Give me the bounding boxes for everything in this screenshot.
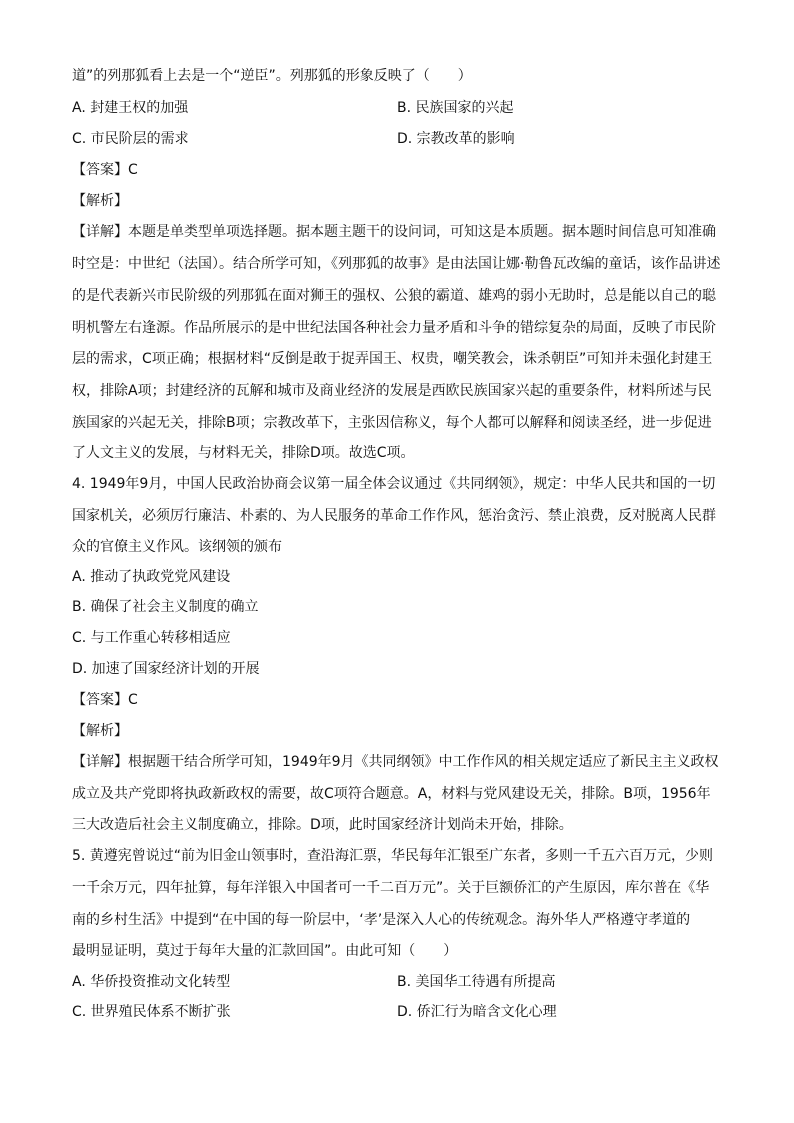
question-4-analysis-label: 【解析】 bbox=[72, 723, 128, 739]
question-3-detail-line: 了人文主义的发展，与材料无关，排除D项。故选C项。 bbox=[72, 445, 415, 461]
question-4-detail-line: 成立及共产党即将执政新政权的需要，故C项符合题意。A，材料与党风建设无关，排除。B项，1956年 bbox=[72, 786, 711, 802]
question-4-option-c: C. 与工作重心转移相适应 bbox=[72, 630, 231, 646]
question-5-stem-line: 南的乡村生活》中提到“在中国的每一阶层中，‘孝’是深入人心的传统观念。海外华人严格遵守孝道的 bbox=[72, 912, 691, 928]
question-4-option-b: B. 确保了社会主义制度的确立 bbox=[72, 599, 259, 615]
question-5-stem-line: 5. 黄遵宪曾说过“前为旧金山领事时，查沿海汇票，华民每年汇银至广东者，多则一千五六百万元，少则 bbox=[72, 848, 714, 864]
question-5-option-c: C. 世界殖民体系不断扩张 bbox=[72, 1004, 231, 1020]
question-3-option-c: C. 市民阶层的需求 bbox=[72, 131, 189, 147]
question-3-option-b: B. 民族国家的兴起 bbox=[397, 100, 514, 116]
question-4-stem-line: 国家机关，必须厉行廉洁、朴素的、为人民服务的革命工作作风，惩治贪污、禁止浪费，反对脱离人民群 bbox=[72, 508, 716, 524]
question-4-stem-line: 4. 1949年9月，中国人民政治协商会议第一届全体会议通过《共同纲领》，规定：中华人民共和国的一切 bbox=[72, 476, 716, 492]
question-3-option-d: D. 宗教改革的影响 bbox=[397, 131, 515, 147]
question-4-stem-line: 众的官僚主义作风。该纲领的颁布 bbox=[72, 539, 282, 555]
question-5-option-b: B. 美国华工待遇有所提高 bbox=[397, 974, 556, 990]
question-3-stem: 道”的列那狐看上去是一个“逆臣”。列那狐的形象反映了（ ） bbox=[72, 68, 472, 84]
question-3-answer: 【答案】C bbox=[72, 162, 138, 178]
question-4-detail-line: 【详解】根据题干结合所学可知，1949年9月《共同纲领》中工作作风的相关规定适应了新民主主义政权 bbox=[72, 754, 719, 770]
question-5-stem-line: 一千余万元，四年扯算，每年洋银入中国者可一千二百万元”。关于巨额侨汇的产生原因，库尔普在《华 bbox=[72, 880, 710, 896]
question-3-detail-line: 的是代表新兴市民阶级的列那狐在面对狮王的强权、公狼的霸道、雄鸡的弱小无助时，总是能以自己的聪 bbox=[72, 288, 716, 304]
question-4-option-d: D. 加速了国家经济计划的开展 bbox=[72, 661, 260, 677]
question-3-detail-line: 明机警左右逢源。作品所展示的是中世纪法国各种社会力量矛盾和斗争的错综复杂的局面，反映了市民阶 bbox=[72, 320, 716, 336]
question-3-analysis-label: 【解析】 bbox=[72, 193, 128, 209]
question-3-detail-line: 层的需求，C项正确；根据材料“反倒是敢于捉弄国王、权贵，嘲笑教会，诛杀朝臣”可知并未强化封建王 bbox=[72, 351, 713, 367]
question-4-option-a: A. 推动了执政党党风建设 bbox=[72, 569, 231, 585]
question-4-answer: 【答案】C bbox=[72, 692, 138, 708]
question-3-detail-line: 权，排除A项；封建经济的瓦解和城市及商业经济的发展是西欧民族国家兴起的重要条件，材料所述与民 bbox=[72, 383, 712, 399]
question-3-detail-line: 【详解】本题是单类型单项选择题。据本题主题干的设问词，可知这是本质题。据本题时间信息可知准确 bbox=[72, 224, 716, 240]
question-5-option-a: A. 华侨投资推动文化转型 bbox=[72, 974, 231, 990]
question-3-option-a: A. 封建王权的加强 bbox=[72, 100, 189, 116]
question-5-option-d: D. 侨汇行为暗含文化心理 bbox=[397, 1004, 557, 1020]
question-4-detail-line: 三大改造后社会主义制度确立，排除。D项，此时国家经济计划尚未开始，排除。 bbox=[72, 817, 573, 833]
question-5-stem-line: 最明显证明，莫过于每年大量的汇款回国”。由此可知（ ） bbox=[72, 943, 458, 959]
question-3-detail-line: 时空是：中世纪（法国）。结合所学可知，《列那狐的故事》是由法国让娜·勒鲁瓦改编的童话，该作品讲述 bbox=[72, 256, 721, 272]
question-3-detail-line: 族国家的兴起无关，排除B项；宗教改革下，主张因信称义，每个人都可以解释和阅读圣经，进一步促进 bbox=[72, 415, 712, 431]
